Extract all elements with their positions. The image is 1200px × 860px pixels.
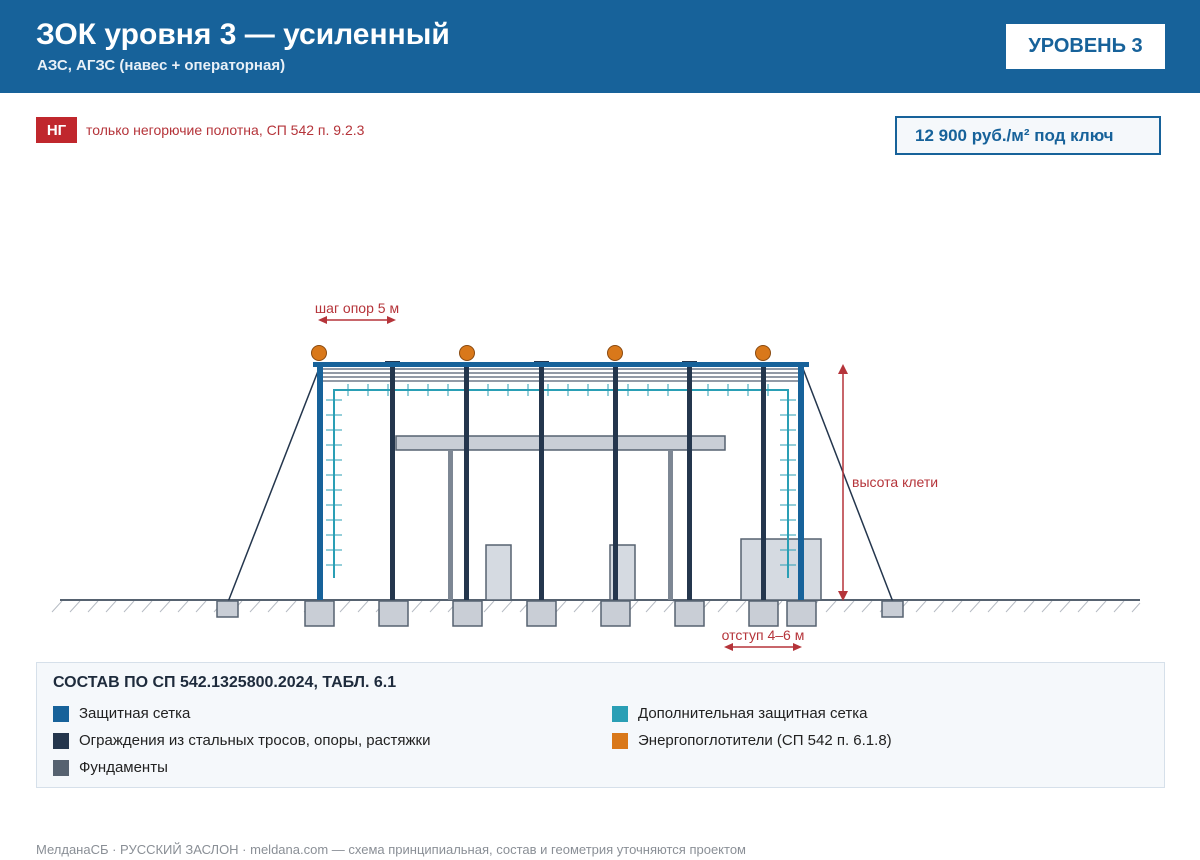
legend-label: Энергопоглотители (СП 542 п. 6.1.8) xyxy=(638,732,892,749)
legend-swatch xyxy=(53,760,69,776)
legend-label: Фундаменты xyxy=(79,759,168,776)
protective-net-top xyxy=(313,362,809,367)
legend-swatch xyxy=(53,733,69,749)
ground-hatching xyxy=(52,601,1140,612)
legend-item-protective-net xyxy=(53,705,190,722)
additional-protective-net xyxy=(334,390,788,578)
legend-swatch xyxy=(612,733,628,749)
legend-label: Дополнительная защитная сетка xyxy=(638,705,868,722)
fuel-dispenser xyxy=(486,545,511,600)
legend-item-foundations xyxy=(53,759,168,776)
legend-item-energy-absorbers xyxy=(612,732,892,749)
protective-net-right xyxy=(798,362,804,600)
page-subtitle: АЗС, АГЗС (навес + операторная) xyxy=(37,57,286,74)
ng-note: только негорючие полотна, СП 542 п. 9.2.3 xyxy=(86,122,365,138)
cage-diagram xyxy=(0,290,1200,660)
legend-panel xyxy=(36,662,1165,788)
level-badge: УРОВЕНЬ 3 xyxy=(1006,24,1165,69)
additional-net-ticks xyxy=(326,384,796,565)
energy-absorbers xyxy=(312,346,771,361)
header-bar xyxy=(0,0,1200,93)
pole-step-dimension xyxy=(318,316,396,324)
canopy xyxy=(396,436,725,600)
foundations xyxy=(217,601,903,626)
steel-poles xyxy=(390,364,766,600)
legend-item-additional-net xyxy=(612,705,867,722)
legend-item-steel-cables xyxy=(53,732,430,749)
legend-label: Ограждения из стальных тросов, опоры, растяжки xyxy=(79,732,431,749)
offset-label: отступ 4–6 м xyxy=(721,627,805,643)
legend-swatch xyxy=(53,706,69,722)
pole-step-label: шаг опор 5 м xyxy=(314,300,400,316)
legend-swatch xyxy=(612,706,628,722)
page-title: ЗОК уровня 3 — усиленный xyxy=(36,18,450,51)
price-box: 12 900 руб./м² под ключ xyxy=(895,116,1161,155)
offset-dimension xyxy=(724,643,802,651)
legend-label: Защитная сетка xyxy=(79,705,191,722)
cage-height-label: высота клети xyxy=(852,474,939,490)
protective-net-left xyxy=(317,362,323,600)
footer-note: МелданаСБ · РУССКИЙ ЗАСЛОН · meldana.com — схема принципиальная, состав и геометрия уточняются проектом xyxy=(36,842,746,857)
operator-building xyxy=(741,539,821,600)
legend-title: СОСТАВ ПО СП 542.1325800.2024, ТАБЛ. 6.1 xyxy=(53,674,397,691)
guy-wire-left xyxy=(228,366,320,602)
ng-badge: НГ xyxy=(36,117,77,143)
